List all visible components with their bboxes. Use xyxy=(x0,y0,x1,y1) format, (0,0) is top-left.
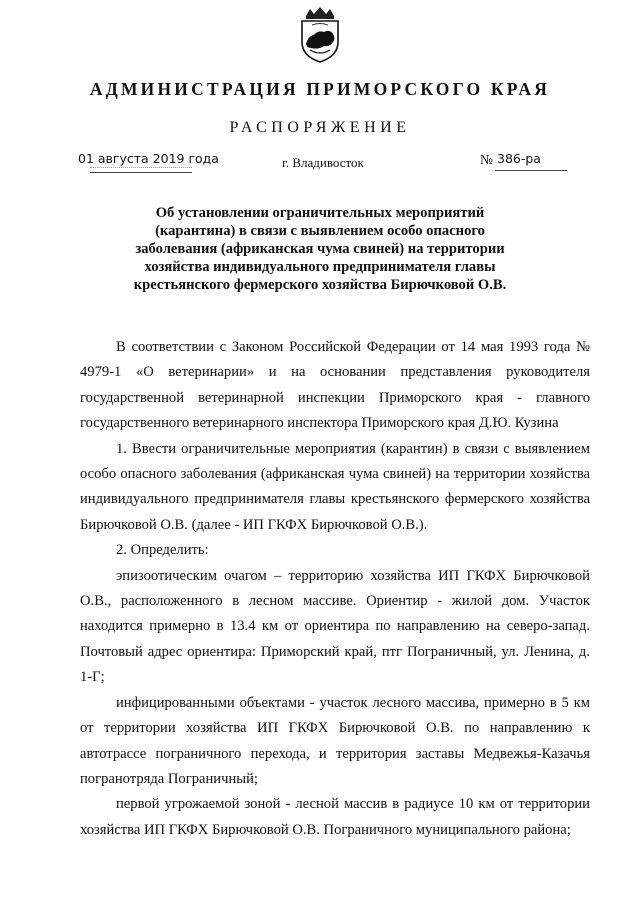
title-line: (карантина) в связи с выявлением особо опасного xyxy=(155,223,485,239)
document-title xyxy=(80,204,560,294)
document-date: 01 августа 2019 года xyxy=(78,151,219,166)
title-line: хозяйства индивидуального предпринимателя главы xyxy=(144,259,496,275)
number-underline xyxy=(495,170,567,171)
date-underline-dotted xyxy=(90,167,192,168)
body-paragraph: 2. Определить: xyxy=(116,542,209,559)
title-line: Об установлении ограничительных мероприятий xyxy=(155,205,485,221)
body-paragraph: инфицированными объектами - участок лесного массива, примерно в 5 км от территории хозяйства ИП ГКФХ Бирючковой О.В. по направлению к автотрассе пограничного перехода, и территория заставы Медвежья-Казачья погранотряда Пограничный; xyxy=(80,694,590,787)
body-paragraph: первой угрожаемой зоной - лесной массив в радиусе 10 км от территории хозяйства ИП ГКФХ Бирючковой О.В. Пограничного муниципального района; xyxy=(80,796,590,838)
title-line: крестьянского фермерского хозяйства Бирючковой О.В. xyxy=(133,277,507,293)
document-city: г. Владивосток xyxy=(282,155,364,170)
body-paragraph: 1. Ввести ограничительные мероприятия (карантин) в связи с выявлением особо опасного заболевания (африканская чума свиней) на территории хозяйства индивидуального предпринимателя главы крестьянского фермерского хозяйства Бирючковой О.В. (далее - ИП ГКФХ Бирючковой О.В.). xyxy=(80,440,590,533)
document-number: 386-ра xyxy=(497,151,541,166)
document-type: РАСПОРЯЖЕНИЕ xyxy=(229,119,411,136)
body-paragraph: эпизоотическим очагом – территорию хозяйства ИП ГКФХ Бирючковой О.В., расположенного в лесном массиве. Ориентир - жилой дом. Участок находится примерно в 13.4 км от ориентира по направлению на северо-запад. Почтовый адрес ориентира: Приморский край, птг Пограничный, ул. Ленина, д. 1-Г; xyxy=(80,567,590,686)
organization-name: АДМИНИСТРАЦИЯ ПРИМОРСКОГО КРАЯ xyxy=(89,79,551,99)
title-line: заболевания (африканская чума свиней) на территории xyxy=(135,241,505,257)
number-sign: № xyxy=(480,152,493,167)
date-underline xyxy=(90,172,192,173)
document-body xyxy=(80,335,590,843)
body-paragraph: В соответствии с Законом Российской Федерации от 14 мая 1993 года № 4979-1 «О ветеринарии» и на основании представления руководителя государственной ветеринарной инспекции Приморского края - главного государственного ветеринарного инспектора Приморского края Д.Ю. Кузина xyxy=(80,339,590,432)
coat-of-arms-icon xyxy=(296,6,344,64)
